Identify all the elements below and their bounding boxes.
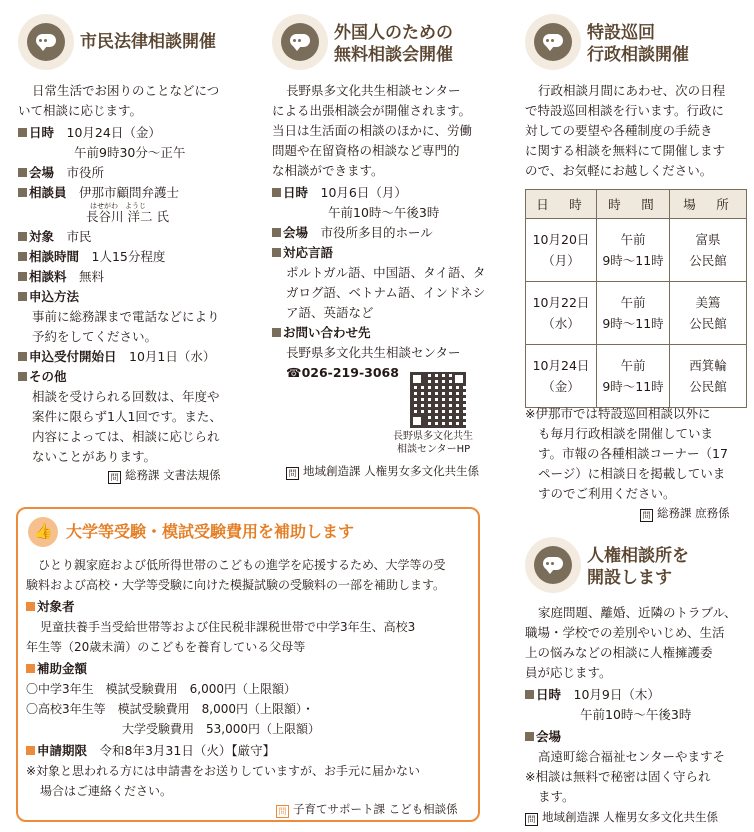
schedule-header-time: 時 間 [597, 190, 670, 219]
exam-period-label: 申請期限 [37, 743, 88, 758]
jinken-date-value: 10月9日（木） [573, 687, 660, 702]
foreign-lang-2: ガログ語、ベトナム語、インドネシ [286, 285, 486, 300]
ask-mark: 問 [276, 805, 289, 818]
ask-mark: 問 [108, 471, 121, 484]
exam-amount-3: 大学受験費用 53,000円（上限額） [26, 722, 320, 736]
civil-counselor-value: 伊那市顧問弁護士 [79, 185, 180, 200]
foreign-intro-5: な相談ができます。 [272, 163, 384, 178]
row-place: 美篶 [695, 295, 721, 310]
admin-note-5: すのでご利用ください。 [538, 486, 676, 501]
schedule-header-date: 日 時 [526, 190, 597, 219]
civil-duration-row [18, 247, 165, 267]
foreign-intro-3: 当日は生活面の相談のほかに、労働 [272, 123, 473, 138]
jinken-intro-1: 家庭問題、離婚、近隣のトラブル、 [538, 605, 737, 620]
admin-intro-1: 行政相談月間にあわせ、次の日程 [538, 83, 726, 98]
exam-amount-2: 〇高校3年生等 模試受験費用 8,000円（上限額）・ [26, 702, 314, 716]
civil-other-4: ないことがあります。 [32, 449, 157, 464]
civil-time-value: 午前9時30分～正午 [74, 145, 186, 160]
table-row [526, 282, 747, 345]
civil-date-row [18, 123, 161, 143]
exam-note-2: 場合はご連絡ください。 [40, 784, 173, 798]
schedule-place-cell [670, 282, 747, 345]
exam-target-2: 年生等（20歳未満）のこどもを養育している父母等 [26, 640, 306, 654]
admin-note-3: す。市報の各種相談コーナー（17 [538, 446, 728, 461]
qr-caption-1: 長野県多文化共生 [393, 431, 473, 442]
row-ampm: 午前 [620, 295, 646, 310]
foreign-venue-label: 会場 [283, 225, 309, 240]
exam-period-row [26, 741, 275, 761]
foreign-lang-3: ア語、英語など [286, 305, 374, 320]
admin-ask-text: 総務課 庶務係 [657, 506, 730, 520]
row-weekday: （金） [542, 379, 580, 394]
jinken-intro-3: 上の悩みなどの相談に人権擁護委 [525, 645, 713, 660]
jinken-venue-value: 高遠町総合福祉センターやますそ [538, 749, 726, 764]
chat-bubble-icon [525, 14, 581, 70]
foreign-ask-text: 地域創造課 人権男女多文化共生係 [303, 464, 480, 478]
foreign-contact-label: お問い合わせ先 [283, 325, 371, 340]
civil-apply-1: 事前に総務課まで電話などにより [32, 309, 220, 324]
schedule-time-cell [597, 219, 670, 282]
civil-venue-label: 会場 [29, 165, 55, 180]
civil-ask-text: 総務課 文書法規係 [125, 468, 221, 482]
row-weekday: （月） [542, 253, 580, 268]
civil-counselor-ruby: はせがわ ようじ [90, 202, 146, 210]
civil-ask [108, 467, 221, 484]
schedule-time-cell [597, 345, 670, 408]
foreign-title-1: 外国人のための [334, 23, 453, 43]
exam-title: 大学等受験・模試受験費用を補助します [66, 522, 355, 541]
row-ampm: 午前 [620, 232, 646, 247]
civil-venue-row [18, 163, 104, 183]
civil-date-value: 10月24日（金） [66, 125, 161, 140]
jinken-ask-text: 地域創造課 人権男女多文化共生係 [542, 810, 719, 824]
foreign-intro-4: 問題や在留資格の相談など専門的 [272, 143, 460, 158]
civil-fee-value: 無料 [79, 269, 105, 284]
admin-title-1: 特設巡回 [587, 23, 655, 43]
exam-period-value: 令和8年3月31日（火）【厳守】 [99, 743, 276, 758]
foreign-date-row [272, 183, 407, 203]
jinken-date-row [525, 685, 660, 705]
exam-amount-label: 補助金額 [37, 661, 88, 676]
civil-fee-row [18, 267, 104, 287]
exam-note-1: ※対象と思われる方には申請書をお送りしていますが、お手元に届かない [26, 764, 421, 778]
qr-caption-2: 相談センターHP [397, 444, 471, 455]
jinken-intro-2: 職場・学校での差別やいじめ、生活 [525, 625, 725, 640]
row-place: 西箕輪 [689, 358, 727, 373]
foreign-lang-row [272, 243, 333, 263]
row-date: 10月22日 [532, 295, 590, 310]
foreign-contact-org: 長野県多文化共生相談センター [286, 345, 461, 360]
jinken-venue-label: 会場 [536, 729, 562, 744]
foreign-header [272, 14, 502, 74]
foreign-ask [286, 463, 479, 480]
foreign-lang-label: 対応言語 [283, 245, 334, 260]
schedule-place-cell [670, 345, 747, 408]
ask-mark: 問 [640, 509, 653, 522]
chat-bubble-icon [272, 14, 328, 70]
civil-header [18, 14, 248, 74]
civil-venue-value: 市役所 [66, 165, 105, 180]
admin-note-4: ページ）に相談日を掲載していま [538, 466, 726, 481]
jinken-venue-row [525, 727, 561, 747]
civil-apply-label: 申込方法 [29, 289, 80, 304]
row-place: 富県 [695, 232, 721, 247]
jinken-note-2: ます。 [538, 789, 575, 804]
jinken-title-2: 開設します [587, 568, 672, 588]
row-weekday: （水） [542, 316, 580, 331]
civil-intro-1: 日常生活でお困りのことなどにつ [32, 83, 220, 98]
exam-ask [276, 801, 458, 818]
row-hall: 公民館 [689, 253, 727, 268]
jinken-note-1: ※相談は無料で秘密は固く守られ [525, 769, 711, 784]
civil-duration-value: 1人15分程度 [91, 249, 166, 264]
exam-intro-1: ひとり親家庭および低所得世帯のこどもの進学を応援するため、大学等の受 [38, 558, 446, 572]
row-date: 10月24日 [532, 358, 590, 373]
foreign-phone: ☎026-219-3068 [286, 365, 399, 380]
schedule-date-cell [526, 345, 597, 408]
civil-other-3: 内容によっては、相談に応じられ [32, 429, 220, 444]
foreign-venue-value: 市役所多目的ホール [320, 225, 433, 240]
civil-apply-2: 予約をしてください。 [32, 329, 158, 344]
civil-target-row [18, 227, 92, 247]
civil-title: 市民法律相談開催 [80, 32, 216, 52]
civil-start-value: 10月1日（水） [129, 349, 216, 364]
admin-intro-3: 対しての要望や各種制度の手続き [525, 123, 713, 138]
schedule-time-cell [597, 282, 670, 345]
exam-target-label: 対象者 [37, 599, 75, 614]
schedule-date-cell [526, 219, 597, 282]
civil-intro-2: いて相談に応じます。 [18, 103, 143, 118]
schedule-date-cell [526, 282, 597, 345]
admin-note-2: も毎月行政相談を開催していま [538, 426, 714, 441]
schedule-header-place: 場 所 [670, 190, 747, 219]
civil-duration-label: 相談時間 [29, 249, 80, 264]
table-row [526, 219, 747, 282]
qr-code-icon[interactable] [410, 372, 466, 428]
civil-apply-row [18, 287, 79, 307]
civil-counselor-name: 長谷川 洋二 氏 [86, 209, 169, 224]
foreign-lang-1: ポルトガル語、中国語、タイ語、タ [286, 265, 486, 280]
admin-header [525, 14, 745, 74]
foreign-time-value: 午前10時～午後3時 [328, 205, 440, 220]
row-hall: 公民館 [689, 316, 727, 331]
civil-counselor-row [18, 183, 179, 203]
admin-title-2: 行政相談開催 [587, 45, 689, 65]
admin-intro-2: で特設巡回相談を行います。行政に [525, 103, 725, 118]
civil-other-2: 案件に限らず1人1回です。また、 [32, 409, 222, 424]
row-time: 9時～11時 [602, 316, 664, 331]
row-ampm: 午前 [620, 358, 646, 373]
row-date: 10月20日 [532, 232, 590, 247]
jinken-intro-4: 員が応じます。 [525, 665, 612, 680]
foreign-intro-1: 長野県多文化共生相談センター [286, 83, 461, 98]
exam-ask-text: 子育てサポート課 こども相談係 [293, 802, 458, 816]
foreign-title-2: 無料相談会開催 [334, 45, 453, 65]
foreign-contact-row [272, 323, 371, 343]
row-hall: 公民館 [689, 379, 727, 394]
schedule-place-cell [670, 219, 747, 282]
foreign-venue-row [272, 223, 433, 243]
schedule-table [525, 189, 747, 408]
jinken-date-label: 日時 [536, 687, 562, 702]
jinken-header [525, 537, 745, 597]
row-time: 9時～11時 [602, 253, 664, 268]
civil-date-label: 日時 [29, 125, 55, 140]
jinken-ask [525, 809, 718, 826]
ask-mark: 問 [286, 467, 299, 480]
exam-amount-1: 〇中学3年生 模試受験費用 6,000円（上限額） [26, 682, 296, 696]
civil-start-row [18, 347, 215, 367]
foreign-date-value: 10月6日（月） [320, 185, 407, 200]
exam-target-1: 児童扶養手当受給世帯等および住民税非課税世帯で中学3年生、高校3 [40, 620, 416, 634]
table-row [526, 345, 747, 408]
foreign-date-label: 日時 [283, 185, 309, 200]
foreign-intro-2: による出張相談会が開催されます。 [272, 103, 472, 118]
jinken-time-value: 午前10時～午後3時 [580, 707, 692, 722]
chat-bubble-icon [525, 537, 581, 593]
exam-intro-2: 験料および高校・大学等受験に向けた模擬試験の受験料の一部を補助します。 [26, 578, 446, 592]
exam-target-row [26, 597, 75, 617]
civil-other-label: その他 [29, 369, 67, 384]
ask-mark: 問 [525, 813, 538, 826]
thumbs-up-icon [28, 517, 58, 547]
civil-other-1: 相談を受けられる回数は、年度や [32, 389, 220, 404]
admin-note-1: ※伊那市では特設巡回相談以外に [525, 406, 711, 421]
civil-other-row [18, 367, 67, 387]
civil-start-label: 申込受付開始日 [29, 349, 117, 364]
row-time: 9時～11時 [602, 379, 664, 394]
civil-target-label: 対象 [29, 229, 55, 244]
admin-intro-5: ので、お気軽にお越しください。 [525, 163, 713, 178]
schedule-header-row [526, 190, 747, 219]
admin-intro-4: に関する相談を無料にて開催します [525, 143, 726, 158]
admin-ask [640, 505, 730, 522]
chat-bubble-icon [18, 14, 74, 70]
civil-counselor-label: 相談員 [29, 185, 67, 200]
jinken-title-1: 人権相談所を [587, 546, 689, 566]
civil-fee-label: 相談料 [29, 269, 67, 284]
exam-amount-row [26, 659, 87, 679]
civil-target-value: 市民 [66, 229, 92, 244]
